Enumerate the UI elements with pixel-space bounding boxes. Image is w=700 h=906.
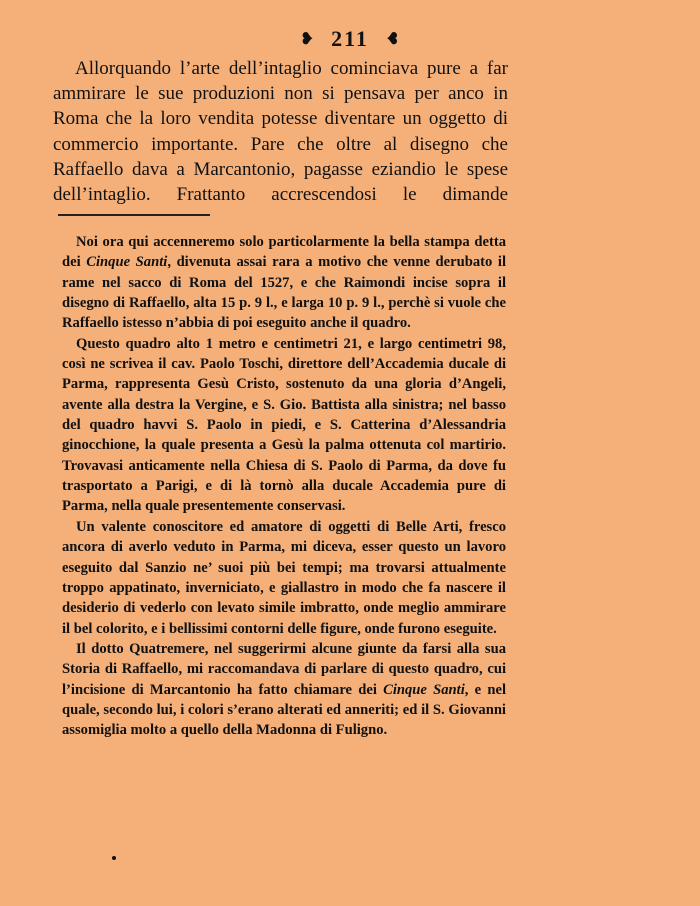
left-ornament-icon: ❥ <box>300 31 316 48</box>
footnote-text: , e nel quale, secondo lui, i colori s’erano alterati ed anneriti; ed il S. Giovanni assomiglia molto a quello della Madonna di Fuligno. <box>62 681 507 739</box>
page-number: 211 <box>331 26 369 51</box>
footnote-text: Il dotto Quatremere, nel suggerirmi alcune giunte da farsi alla sua Storia di Raffaello, mi raccomandava di parlare di questo quadro, cui l’incisione di Marcantonio ha fatto chiamare dei <box>62 640 506 698</box>
footnote-separator-rule <box>58 214 210 216</box>
footnote-text: Questo quadro alto 1 metro e centimetri 21, e largo centimetri 98, così ne scrivea il cav. Paolo Toschi, direttore dell’Accademia ducale di Parma, rappresenta Gesù Cristo, sostenuto da una gloria d’Angeli, avente alla destra la Vergine, e S. Gio. Battista alla sinistra; nel basso del quadro havvi S. Paolo in piedi, e S. Catterina d’Alessandria ginocchione, la quale presenta a Gesù la palma ottenuta col martirio. Trovavasi anticamente nella Chiesa di S. Paolo di Parma, da dove fu trasportato a Parigi, e di là tornò alla ducale Accademia pure di Parma, nella quale presentemente conservasi. <box>62 335 506 515</box>
main-paragraph <box>53 56 508 207</box>
footnote-paragraph <box>62 639 506 741</box>
footnote-paragraph <box>62 517 506 639</box>
main-paragraph-text: Allorquando l’arte dell’intaglio cominciava pure a far ammirare le sue produzioni non si pensava per anco in Roma che la loro vendita potesse diventare un oggetto di commercio importante. Pare che oltre al disegno che Raffaello dava a Marcantonio, pagasse eziandio le spese dell’intaglio. Frattanto accrescendosi le dimande <box>53 58 508 206</box>
footnote-text: Noi ora qui accenneremo solo particolarmente la bella stampa detta dei <box>62 234 506 271</box>
page-header <box>0 26 700 52</box>
footnote-text: , divenuta assai rara a motivo che venne derubato il rame nel sacco di Roma del 1527, e che Raimondi incise sopra il disegno di Raffaello, alta 15 p. 9 l., e larga 10 p. 9 l., perchè si vuole che Raffaello istesso n’abbia di poi eseguito anche il quadro. <box>62 254 506 332</box>
footnotes <box>62 232 506 741</box>
right-ornament-icon: ❥ <box>384 31 400 48</box>
ink-speck <box>112 856 116 860</box>
footnote-italic-title: Cinque Santi <box>383 681 465 698</box>
footnote-paragraph <box>62 334 506 517</box>
footnote-text: Un valente conoscitore ed amatore di oggetti di Belle Arti, fresco ancora di averlo veduto in Parma, mi diceva, esser questo un lavoro eseguito dal Sanzio ne’ suoi più bei tempi; ma trovarsi attualmente troppo appatinato, inverniciato, e giallastro in modo che fa nascere il desiderio di vederlo con levato simile imbratto, onde meglio ammirare il bel colorito, e i bellissimi contorni delle figure, onde furono eseguite. <box>62 518 506 637</box>
footnote-paragraph <box>62 232 506 334</box>
footnote-italic-title: Cinque Santi <box>86 254 168 271</box>
